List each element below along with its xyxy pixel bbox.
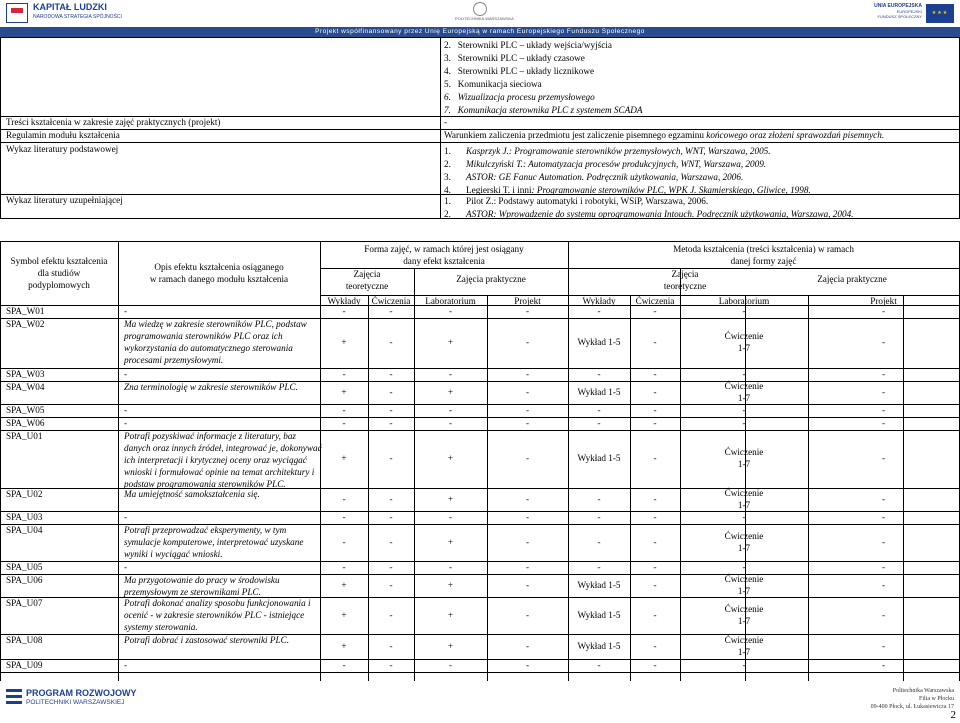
table-row bbox=[0, 561, 960, 574]
method-cell: 1-7 bbox=[737, 615, 751, 626]
matrix-cell: - bbox=[389, 609, 393, 620]
logo-subtitle: NARODOWA STRATEGIA SPÓJNOŚCI bbox=[33, 14, 122, 20]
funding-banner: Projekt współfinansowany przez Unię Europejską w ramach Europejskiego Funduszu Społecznego bbox=[0, 27, 960, 37]
basic-literature-item bbox=[444, 146, 771, 156]
outcome-description: Zna terminologię w zakresie sterowników PLC. bbox=[124, 382, 298, 392]
table-row bbox=[0, 659, 960, 672]
matrix-cell: - bbox=[389, 640, 393, 651]
header-form: Forma zajęć, w ramach której jest osiągany bbox=[364, 244, 524, 254]
matrix-cell: - bbox=[653, 453, 657, 463]
address-line: Filia w Płocku bbox=[918, 696, 954, 702]
method-cell: 1-7 bbox=[737, 542, 751, 553]
matrix-cell: - bbox=[653, 609, 657, 620]
matrix-cell: - bbox=[389, 405, 393, 415]
method-cell: Ćwiczenie bbox=[724, 573, 764, 584]
literature-title: : Automatyzacja procesów produkcyjnych, WNT, Warszawa, 2009. bbox=[522, 159, 767, 169]
outcome-symbol: SPA_W01 bbox=[6, 306, 45, 316]
matrix-cell: - bbox=[342, 536, 346, 547]
outcome-symbol: SPA_W02 bbox=[6, 319, 45, 329]
rule-line bbox=[0, 194, 960, 195]
header-theoretical: Zajęcia bbox=[353, 269, 381, 279]
outcome-description: Ma przygotowanie do pracy w środowisku bbox=[124, 575, 280, 585]
outcome-description: - bbox=[124, 660, 128, 670]
matrix-cell: - bbox=[342, 512, 346, 522]
matrix-cell: - bbox=[448, 418, 453, 428]
matrix-cell: - bbox=[342, 369, 346, 379]
matrix-cell: - bbox=[389, 453, 393, 463]
address-line: 09-400 Płock, ul. Łukasiewicza 17 bbox=[870, 704, 954, 710]
matrix-cell: - bbox=[448, 660, 453, 670]
outcome-description: Potrafi dokonać analizy sposobu funkcjonowania i bbox=[124, 598, 311, 608]
matrix-cell: - bbox=[597, 493, 601, 504]
method-cell: 1-7 bbox=[737, 392, 751, 403]
table-row bbox=[0, 524, 960, 561]
module-rules-label: Regulamin modułu kształcenia bbox=[6, 130, 120, 140]
matrix-cell: - bbox=[597, 306, 601, 316]
table-row bbox=[0, 417, 960, 430]
matrix-cell: - bbox=[389, 536, 393, 547]
matrix-cell: - bbox=[653, 660, 657, 670]
outcome-description: - bbox=[124, 306, 128, 316]
matrix-cell: - bbox=[525, 386, 530, 397]
header-theoretical: teoretyczne bbox=[663, 281, 707, 291]
module-rules-text: końcowego oraz złożeni sprawozdań pisemnych. bbox=[706, 130, 885, 140]
matrix-cell: - bbox=[653, 493, 657, 504]
matrix-cell: - bbox=[881, 369, 886, 379]
content-list-item: 7. Komunikacja sterownika PLC z systemem SCADA bbox=[444, 105, 643, 115]
header-practical: Zajęcia praktyczne bbox=[456, 274, 526, 284]
matrix-cell: - bbox=[597, 405, 601, 415]
matrix-cell: - bbox=[742, 405, 746, 415]
matrix-cell: - bbox=[881, 493, 886, 504]
matrix-cell: - bbox=[389, 660, 393, 670]
matrix-cell: Wykład 1-5 bbox=[577, 579, 621, 590]
outcome-description: symulacje komputerowe, interpretować uzyskane bbox=[124, 537, 304, 547]
literature-author: ASTOR bbox=[466, 209, 494, 219]
matrix-cell: - bbox=[742, 512, 746, 522]
matrix-cell: - bbox=[881, 536, 886, 547]
content-list-item: 5. Komunikacja sieciowa bbox=[444, 79, 542, 89]
matrix-cell: - bbox=[742, 562, 746, 572]
header-practical: Zajęcia praktyczne bbox=[817, 274, 887, 284]
header-symbol: Symbol efektu kształcenia bbox=[10, 256, 108, 266]
matrix-cell: - bbox=[653, 512, 657, 522]
outcome-description: danych oraz innych źródeł, integrować je, dokonywać bbox=[124, 443, 322, 453]
literature-author: Legierski T. i inni bbox=[466, 185, 532, 195]
matrix-cell: - bbox=[653, 562, 657, 572]
matrix-cell: + bbox=[341, 386, 347, 397]
matrix-cell: - bbox=[342, 405, 346, 415]
outcome-description: Ma umiejętność samokształcenia się. bbox=[124, 489, 260, 499]
matrix-cell: - bbox=[525, 512, 530, 522]
page-footer bbox=[0, 683, 960, 723]
outcome-description: ich interpretacji i krytycznej oceny oraz wyciągać bbox=[124, 455, 307, 465]
matrix-cell: - bbox=[342, 306, 346, 316]
address-line: Politechnika Warszawska bbox=[892, 688, 954, 694]
method-cell: 1-7 bbox=[737, 499, 751, 510]
program-subtitle: POLITECHNIKI WARSZAWSKIEJ bbox=[26, 699, 125, 706]
outcome-symbol: SPA_W03 bbox=[6, 369, 45, 379]
matrix-cell: - bbox=[742, 369, 746, 379]
outcome-description: - bbox=[124, 405, 128, 415]
extra-literature-label: Wykaz literatury uzupełniającej bbox=[6, 195, 123, 205]
method-cell: 1-7 bbox=[737, 585, 751, 596]
matrix-cell: - bbox=[389, 562, 393, 572]
outcome-description: ocenić - w zakresie sterowników PLC - istniejące bbox=[124, 610, 305, 620]
method-cell: 1-7 bbox=[737, 343, 751, 353]
matrix-cell: - bbox=[653, 640, 657, 651]
matrix-cell: + bbox=[341, 337, 347, 347]
matrix-cell: - bbox=[653, 579, 657, 590]
outcome-description: systemy sterowania. bbox=[124, 622, 198, 632]
matrix-cell: - bbox=[881, 660, 886, 670]
outcome-description: wnioski i formułować opinie na temat architektury i bbox=[124, 467, 315, 477]
matrix-cell: - bbox=[597, 562, 601, 572]
rule-line bbox=[0, 241, 960, 242]
matrix-cell: - bbox=[389, 418, 393, 428]
table-row bbox=[0, 318, 960, 368]
matrix-cell: + bbox=[447, 453, 454, 463]
matrix-cell: - bbox=[653, 306, 657, 316]
outcome-description: Potrafi dobrać i zastosować sterowniki PLC. bbox=[124, 635, 290, 645]
matrix-cell: - bbox=[448, 562, 453, 572]
literature-author: Pilot Z. bbox=[466, 196, 494, 206]
matrix-cell: - bbox=[881, 512, 886, 522]
module-info-table bbox=[0, 0, 960, 240]
table-row bbox=[0, 430, 960, 488]
content-list-item: 6. Wizualizacja procesu przemysłowego bbox=[444, 92, 595, 102]
header-theoretical: Zajęcia bbox=[671, 269, 699, 279]
matrix-cell: - bbox=[881, 609, 886, 620]
subheader-3: Projekt bbox=[514, 296, 541, 306]
matrix-cell: - bbox=[389, 337, 393, 347]
header-theoretical: teoretyczne bbox=[345, 281, 389, 291]
matrix-cell: - bbox=[653, 369, 657, 379]
literature-author: Mikulczyński T. bbox=[466, 159, 523, 169]
matrix-cell: + bbox=[447, 493, 454, 504]
outcome-symbol: SPA_U01 bbox=[6, 431, 43, 441]
header-description: Opis efektu kształcenia osiąganego bbox=[154, 262, 284, 272]
content-list-item: 4. Sterowniki PLC – układy licznikowe bbox=[444, 66, 595, 76]
outcome-symbol: SPA_U06 bbox=[6, 575, 43, 585]
program-title: PROGRAM ROZWOJOWY bbox=[26, 688, 137, 698]
literature-author: ASTOR bbox=[466, 172, 494, 182]
matrix-cell: - bbox=[881, 418, 886, 428]
matrix-cell: - bbox=[525, 640, 530, 651]
matrix-cell: - bbox=[389, 369, 393, 379]
rule-line bbox=[0, 37, 960, 38]
table-row bbox=[0, 511, 960, 524]
header-method: Metoda kształcenia (treści kształcenia) w ramach bbox=[673, 244, 854, 254]
subheader-0: Wykłady bbox=[327, 296, 361, 306]
matrix-cell: - bbox=[525, 609, 530, 620]
subheader-2: Laboratorium bbox=[425, 296, 476, 306]
matrix-cell: - bbox=[525, 536, 530, 547]
matrix-cell: - bbox=[525, 337, 530, 347]
method-cell: Ćwiczenie bbox=[724, 603, 764, 614]
matrix-cell: - bbox=[389, 512, 393, 522]
practical-classes-value: - bbox=[444, 117, 448, 127]
matrix-cell: - bbox=[881, 405, 886, 415]
matrix-cell: + bbox=[447, 609, 454, 620]
outcome-description: wykorzystania do automatycznego sterowania bbox=[124, 343, 293, 353]
matrix-cell: - bbox=[742, 660, 746, 670]
basic-literature-item bbox=[444, 159, 766, 169]
literature-number: 3. bbox=[444, 172, 451, 182]
subheader-6: Laboratorium bbox=[718, 296, 770, 306]
subheader-7: Projekt bbox=[870, 296, 897, 306]
outcome-description: - bbox=[124, 369, 128, 379]
matrix-cell: - bbox=[389, 306, 393, 316]
matrix-cell: - bbox=[342, 660, 346, 670]
method-cell: Ćwiczenie bbox=[724, 331, 764, 341]
rule-line bbox=[0, 672, 960, 673]
eu-logo-text: UNIA EUROPEJSKA EUROPEJSKI FUNDUSZ SPOŁECZNY bbox=[874, 3, 922, 19]
page-number: 2 bbox=[950, 709, 956, 721]
matrix-cell: - bbox=[742, 306, 746, 316]
outcome-symbol: SPA_U08 bbox=[6, 635, 43, 645]
matrix-cell: - bbox=[881, 306, 886, 316]
outcome-symbol: SPA_W04 bbox=[6, 382, 45, 392]
practical-classes-label: Treści kształcenia w zakresie zajęć praktycznych (projekt) bbox=[6, 117, 221, 127]
matrix-cell: - bbox=[597, 369, 601, 379]
matrix-cell: - bbox=[448, 369, 453, 379]
literature-author: Kasprzyk J. bbox=[466, 146, 509, 156]
matrix-cell: - bbox=[525, 493, 530, 504]
table-row bbox=[0, 368, 960, 381]
matrix-cell: - bbox=[448, 512, 453, 522]
matrix-cell: + bbox=[341, 579, 347, 590]
outcome-description: programowania sterowników PLC oraz ich bbox=[124, 331, 283, 341]
matrix-cell: - bbox=[881, 337, 886, 347]
matrix-cell: - bbox=[525, 562, 530, 572]
learning-outcomes-matrix bbox=[0, 241, 960, 681]
matrix-cell: - bbox=[342, 493, 346, 504]
literature-title: : Wprowadzenie do systemu oprogramowania Intouch. Podręcznik użytkowania, Warszawa, 2004. bbox=[493, 209, 854, 219]
method-cell: Ćwiczenie bbox=[724, 380, 764, 391]
matrix-cell: - bbox=[653, 386, 657, 397]
outcome-symbol: SPA_U02 bbox=[6, 489, 43, 499]
table-row bbox=[0, 597, 960, 634]
outcome-description: - bbox=[124, 512, 128, 522]
basic-literature-item bbox=[444, 172, 743, 182]
table-row bbox=[0, 305, 960, 318]
rule-line bbox=[0, 218, 960, 219]
matrix-cell: Wykład 1-5 bbox=[577, 386, 621, 397]
matrix-cell: Wykład 1-5 bbox=[577, 453, 621, 463]
matrix-cell: - bbox=[525, 405, 530, 415]
literature-number: 4. bbox=[444, 185, 451, 195]
matrix-cell: + bbox=[447, 386, 454, 397]
subheader-1: Ćwiczenia bbox=[371, 296, 411, 306]
matrix-cell: + bbox=[447, 536, 454, 547]
literature-title: : Programowanie sterowników PLC, WPK J. Skamierskiego, Gliwice, 1998. bbox=[531, 185, 811, 195]
matrix-cell: - bbox=[597, 660, 601, 670]
outcome-symbol: SPA_U03 bbox=[6, 512, 43, 522]
rule-line bbox=[0, 37, 1, 218]
matrix-cell: - bbox=[525, 418, 530, 428]
literature-number: 2. bbox=[444, 209, 451, 219]
outcome-description: Ma wiedzę w zakresie sterowników PLC, podstaw bbox=[124, 319, 307, 329]
outcome-symbol: SPA_W06 bbox=[6, 418, 45, 428]
matrix-cell: Wykład 1-5 bbox=[577, 609, 621, 620]
outcome-description: - bbox=[124, 418, 128, 428]
matrix-cell: - bbox=[342, 562, 346, 572]
literature-title: : Programowanie sterowników przemysłowych, WNT, Warszawa, 2005. bbox=[508, 146, 771, 156]
method-cell: Ćwiczenie bbox=[724, 487, 764, 498]
matrix-cell: - bbox=[653, 536, 657, 547]
outcome-symbol: SPA_U05 bbox=[6, 562, 43, 572]
table-row bbox=[0, 404, 960, 417]
matrix-cell: + bbox=[341, 640, 347, 651]
header-method: danej formy zajęć bbox=[730, 256, 797, 266]
outcome-description: wyniki i wyciągać wnioski. bbox=[124, 549, 223, 559]
matrix-cell: + bbox=[447, 640, 454, 651]
table-row bbox=[0, 634, 960, 659]
matrix-cell: - bbox=[881, 453, 886, 463]
matrix-cell: Wykład 1-5 bbox=[577, 337, 621, 347]
outcome-description: Potrafi pozyskiwać informacje z literatury, baz bbox=[124, 431, 297, 441]
outcome-description: Potrafi przeprowadzać eksperymenty, w tym bbox=[124, 525, 287, 535]
matrix-cell: - bbox=[597, 418, 601, 428]
method-cell: Ćwiczenie bbox=[724, 530, 764, 541]
extra-literature-item bbox=[444, 196, 708, 206]
outcome-description: procesami przemysłowymi. bbox=[124, 355, 224, 365]
matrix-cell: - bbox=[525, 369, 530, 379]
matrix-cell: - bbox=[653, 418, 657, 428]
header-description: w ramach danego modułu kształcenia bbox=[149, 274, 289, 284]
matrix-cell: + bbox=[341, 609, 347, 620]
outcome-symbol: SPA_W05 bbox=[6, 405, 45, 415]
matrix-cell: - bbox=[525, 453, 530, 463]
literature-number: 1. bbox=[444, 146, 451, 156]
matrix-cell: - bbox=[525, 660, 530, 670]
table-row bbox=[0, 381, 960, 404]
eu-flag-icon: ★★★ bbox=[926, 4, 954, 23]
outcome-description: podstaw programowania sterowników PLC. bbox=[124, 479, 286, 489]
content-list-item: 2. Sterowniki PLC – układy wejścia/wyjścia bbox=[444, 40, 612, 50]
content-list-item: 3. Sterowniki PLC – układy czasowe bbox=[444, 53, 585, 63]
matrix-cell: + bbox=[447, 337, 454, 347]
matrix-cell: - bbox=[653, 337, 657, 347]
header-symbol: dla studiów bbox=[37, 268, 81, 278]
matrix-cell: + bbox=[341, 453, 347, 463]
outcome-symbol: SPA_U04 bbox=[6, 525, 43, 535]
matrix-cell: - bbox=[597, 512, 601, 522]
matrix-cell: - bbox=[342, 418, 346, 428]
table-row bbox=[0, 574, 960, 597]
header-symbol: podyplomowych bbox=[28, 280, 90, 290]
basic-literature-label: Wykaz literatury podstawowej bbox=[6, 144, 119, 154]
matrix-cell: - bbox=[525, 579, 530, 590]
literature-title: : Podstawy automatyki i robotyki, WSiP, Warszawa, 2006. bbox=[493, 196, 709, 206]
literature-number: 2. bbox=[444, 159, 451, 169]
logo-title: KAPITAŁ LUDZKI bbox=[33, 2, 107, 12]
method-cell: Ćwiczenie bbox=[724, 447, 764, 457]
matrix-cell: + bbox=[447, 579, 454, 590]
matrix-cell: - bbox=[525, 306, 530, 316]
matrix-cell: - bbox=[597, 536, 601, 547]
method-cell: 1-7 bbox=[737, 646, 751, 657]
method-cell: 1-7 bbox=[737, 459, 751, 469]
method-cell: Ćwiczenie bbox=[724, 634, 764, 645]
program-logo bbox=[6, 687, 137, 713]
header-form: dany efekt kształcenia bbox=[403, 256, 485, 266]
matrix-cell: - bbox=[742, 418, 746, 428]
matrix-cell: - bbox=[881, 579, 886, 590]
address-block bbox=[871, 687, 954, 711]
subheader-5: Ćwiczenia bbox=[635, 296, 675, 306]
outcome-description: przemysłowym ze sterownikami PLC. bbox=[124, 587, 261, 597]
literature-title: : GE Fanuc Automation. Podręcznik użytkowania, Warszawa, 2006. bbox=[493, 172, 744, 182]
rule-line bbox=[440, 37, 441, 218]
module-rules-text: Warunkiem zaliczenia przedmiotu jest zaliczenie pisemnego egzaminu bbox=[444, 130, 707, 140]
subheader-4: Wykłady bbox=[582, 296, 616, 306]
matrix-cell: - bbox=[389, 579, 393, 590]
literature-number: 1. bbox=[444, 196, 451, 206]
table-row bbox=[0, 488, 960, 511]
matrix-cell: - bbox=[389, 493, 393, 504]
outcome-symbol: SPA_U09 bbox=[6, 660, 43, 670]
outcome-symbol: SPA_U07 bbox=[6, 598, 43, 608]
outcome-description: - bbox=[124, 562, 128, 572]
matrix-cell: - bbox=[881, 562, 886, 572]
matrix-cell: - bbox=[881, 640, 886, 651]
university-logo-text: POLITECHNIKA WARSZAWSKA bbox=[455, 16, 514, 21]
matrix-cell: - bbox=[448, 405, 453, 415]
matrix-cell: - bbox=[389, 386, 393, 397]
matrix-cell: - bbox=[881, 386, 886, 397]
module-rules-value bbox=[444, 130, 884, 140]
matrix-cell: - bbox=[653, 405, 657, 415]
matrix-cell: - bbox=[448, 306, 453, 316]
rule-line bbox=[0, 142, 960, 143]
program-bars-icon bbox=[6, 689, 22, 709]
matrix-cell: Wykład 1-5 bbox=[577, 640, 621, 651]
